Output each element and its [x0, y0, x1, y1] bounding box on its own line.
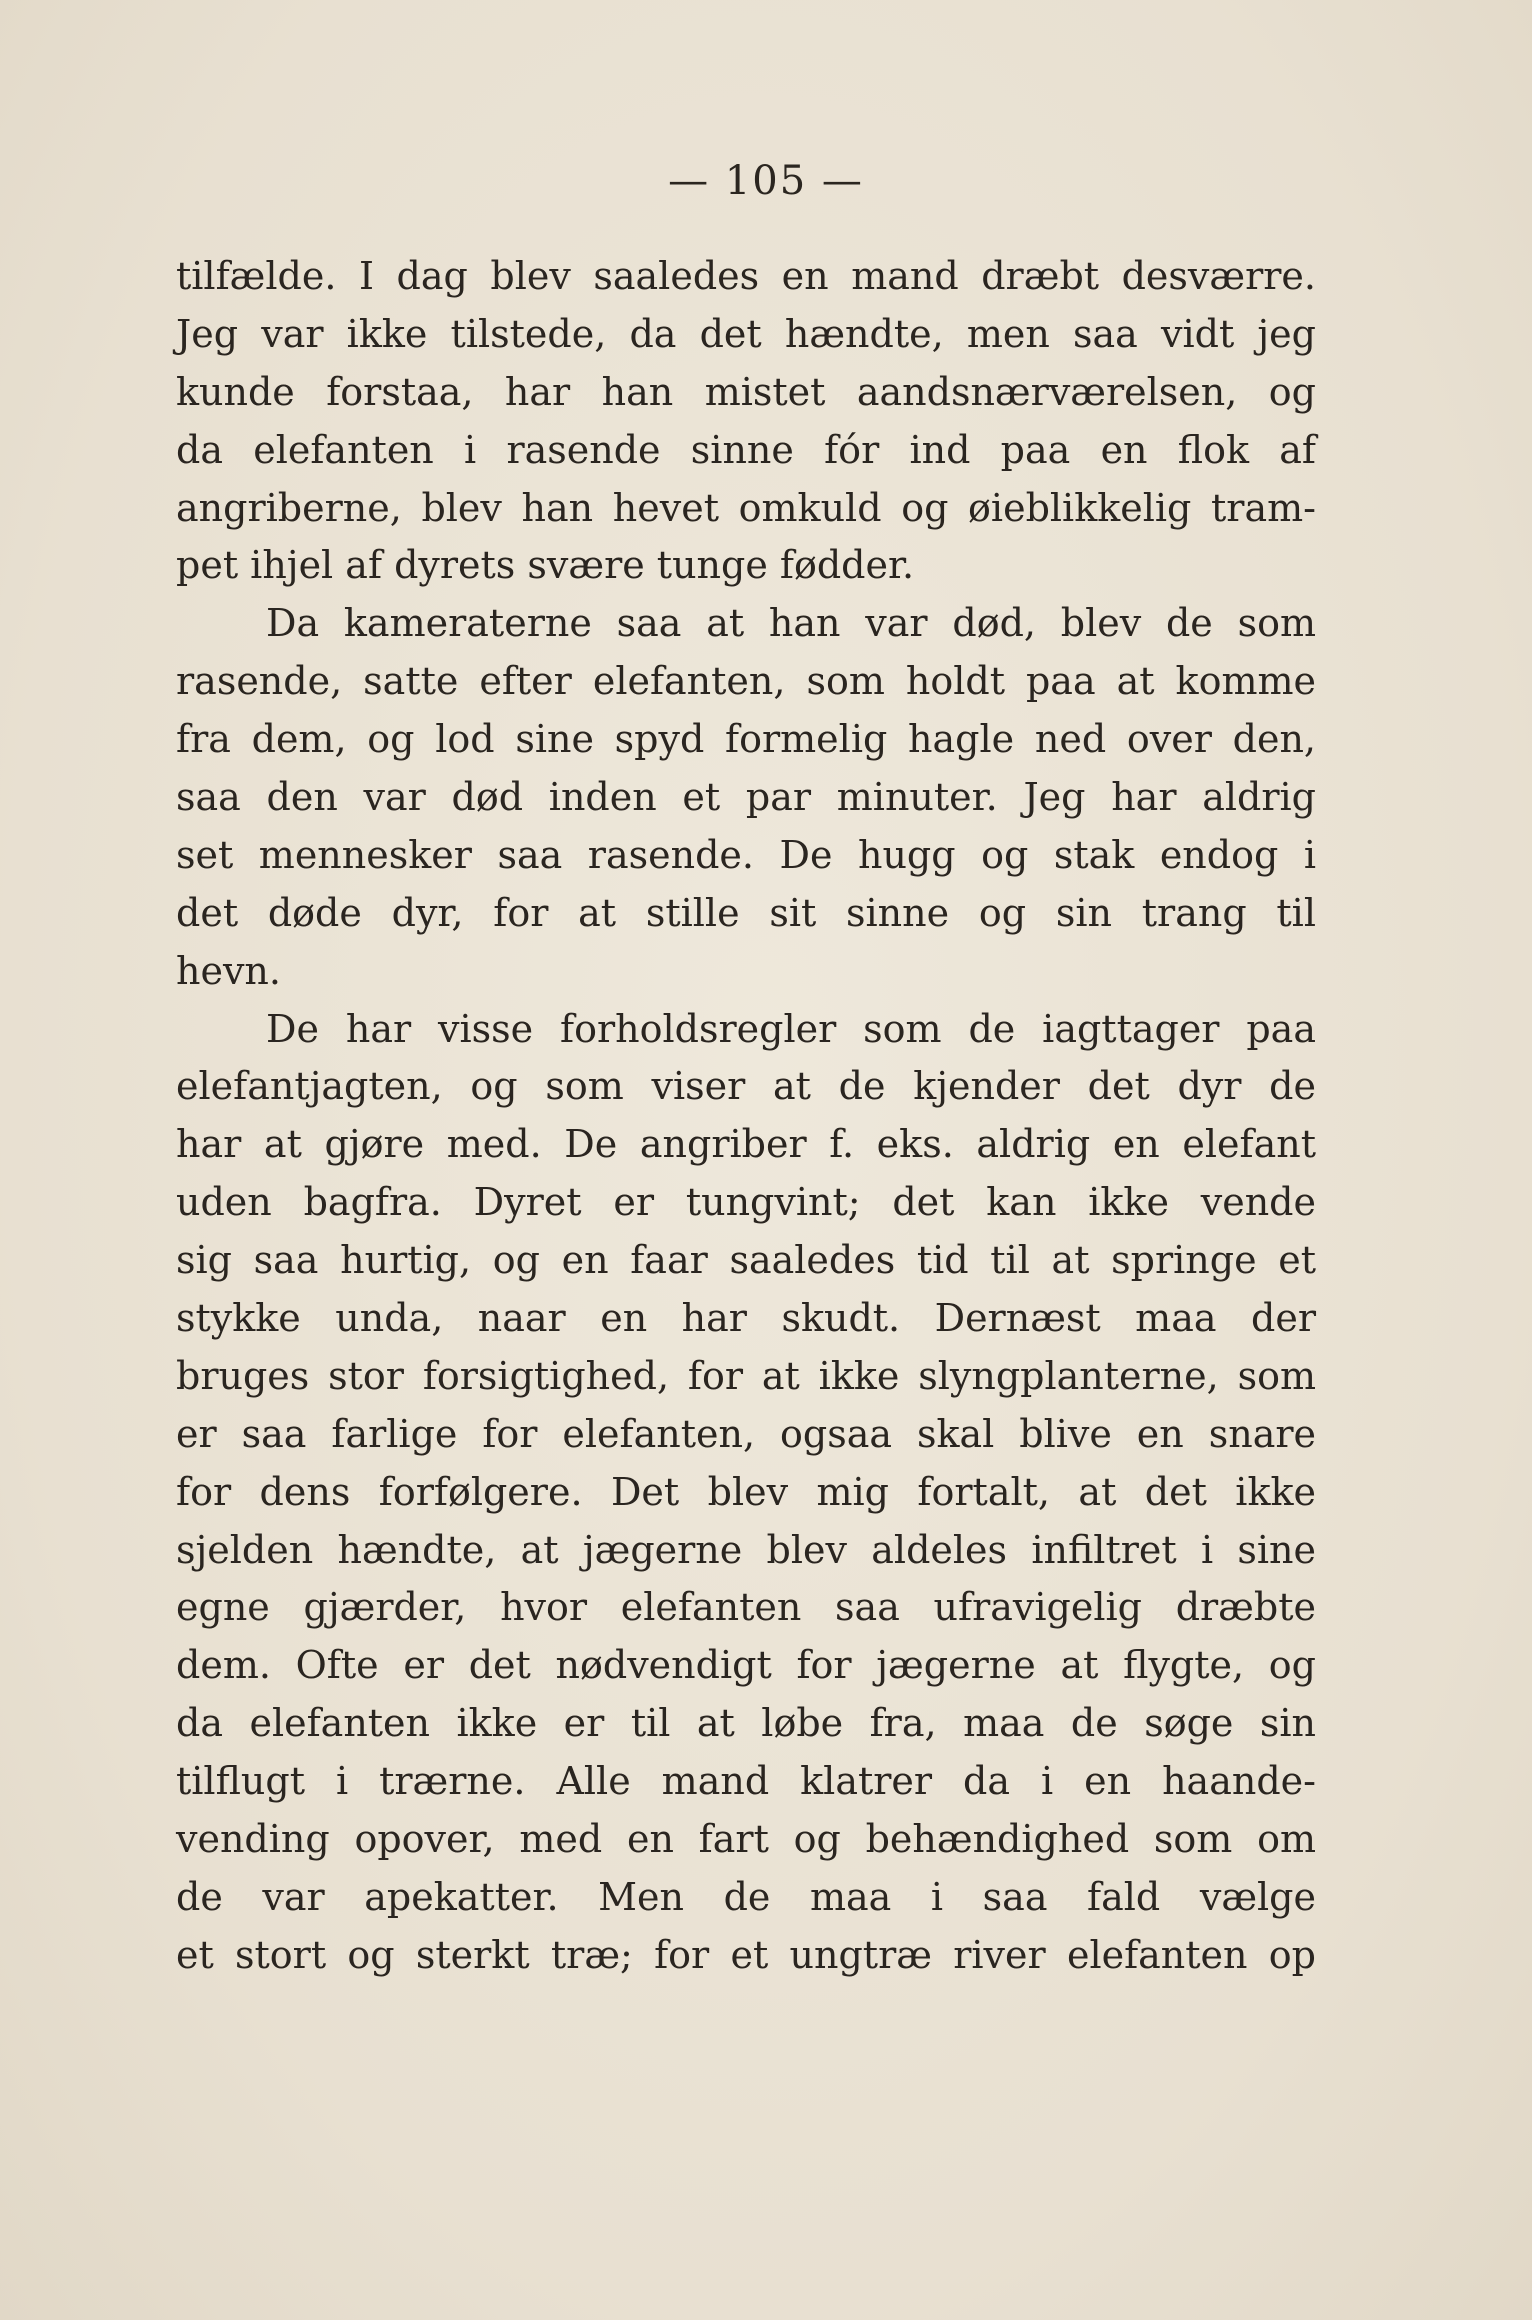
- body-text: [176, 248, 1316, 1985]
- text-line: bruges stor forsigtighed, for at ikke slyngplanterne, som: [176, 1353, 1316, 1398]
- text-line: et stort og sterkt træ; for et ungtræ river elefanten op: [176, 1932, 1316, 1977]
- text-line: saa den var død inden et par minuter. Jeg har aldrig: [176, 775, 1316, 820]
- text-line: sig saa hurtig, og en faar saaledes tid til at springe et: [176, 1238, 1316, 1283]
- text-line: angriberne, blev han hevet omkuld og øieblikkelig tram-: [176, 485, 1316, 530]
- text-line: vending opover, med en fart og behændighed som om: [176, 1817, 1316, 1862]
- text-line: har at gjøre med. De angriber f. eks. aldrig en elefant: [176, 1122, 1316, 1167]
- text-line: hevn.: [176, 948, 281, 993]
- text-line: sjelden hændte, at jægerne blev aldeles infiltret i sine: [176, 1527, 1316, 1572]
- text-line: tilfælde. I dag blev saaledes en mand dræbt desværre.: [176, 254, 1316, 298]
- text-line: det døde dyr, for at stille sit sinne og sin trang til: [176, 890, 1316, 935]
- page-number: — 105 —: [668, 158, 864, 204]
- text-line: stykke unda, naar en har skudt. Dernæst maa der: [176, 1296, 1316, 1341]
- text-line: elefantjagten, og som viser at de kjender det dyr de: [176, 1064, 1316, 1109]
- text-line: da elefanten ikke er til at løbe fra, maa de søge sin: [176, 1701, 1316, 1746]
- text-line: egne gjærder, hvor elefanten saa ufravigelig dræbte: [176, 1585, 1316, 1630]
- text-line: dem. Ofte er det nødvendigt for jægerne at flygte, og: [176, 1643, 1316, 1688]
- text-line: Da kameraterne saa at han var død, blev de som: [266, 601, 1316, 646]
- text-line: De har visse forholdsregler som de iagttager paa: [266, 1006, 1316, 1051]
- text-line: er saa farlige for elefanten, ogsaa skal blive en snare: [176, 1411, 1316, 1456]
- text-line: fra dem, og lod sine spyd formelig hagle ned over den,: [176, 717, 1316, 762]
- text-line: for dens forfølgere. Det blev mig fortalt, at det ikke: [176, 1469, 1316, 1514]
- text-line: de var apekatter. Men de maa i saa fald vælge: [176, 1874, 1316, 1919]
- text-line: Jeg var ikke tilstede, da det hændte, men saa vidt jeg: [176, 311, 1316, 356]
- text-line: tilflugt i trærne. Alle mand klatrer da i en haande-: [176, 1759, 1316, 1804]
- text-line: uden bagfra. Dyret er tungvint; det kan ikke vende: [176, 1180, 1316, 1225]
- text-line: kunde forstaa, har han mistet aandsnærværelsen, og: [176, 369, 1316, 414]
- text-line: set mennesker saa rasende. De hugg og stak endog i: [176, 832, 1316, 877]
- text-line: pet ihjel af dyrets svære tunge fødder.: [176, 543, 915, 588]
- text-line: rasende, satte efter elefanten, som holdt paa at komme: [176, 659, 1316, 704]
- text-line: da elefanten i rasende sinne fór ind paa en flok af: [176, 427, 1316, 472]
